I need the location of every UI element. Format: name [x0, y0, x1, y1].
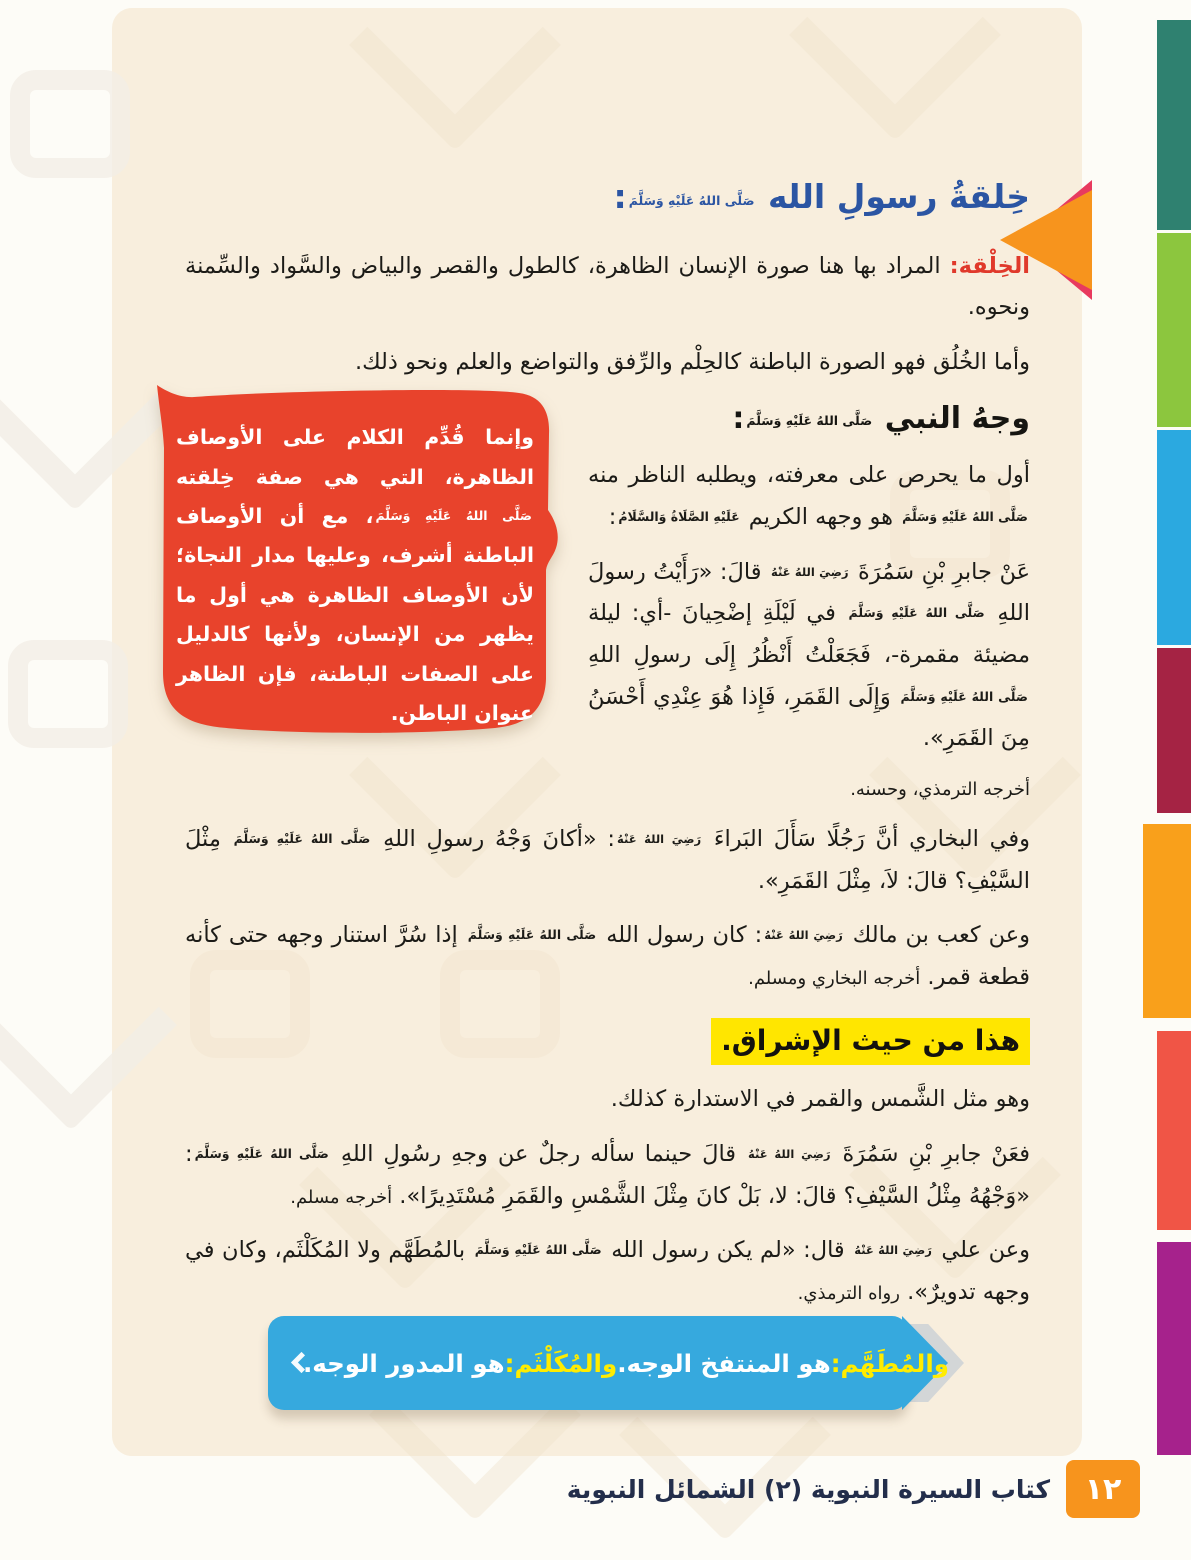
honorific-saw: صَلَّى اللهُ عَلَيْهِ وَسَلَّمَ: [375, 508, 532, 524]
hadith-source-tirmidhi: [185, 773, 1030, 806]
honorific-saw: صَلَّى اللهُ عَلَيْهِ وَسَلَّمَ: [902, 509, 1028, 524]
paragraph-khuluq: [185, 342, 1030, 384]
book-title-text: كتاب السيرة النبوية (٢) الشمائل النبوية: [566, 1474, 1050, 1504]
khilqah-body: المراد بها هنا صورة الإنسان الظاهرة، كالطول والقصر والبياض والسَّواد والسِّمنة ونحوه.: [185, 252, 1030, 321]
page-footer: [567, 1460, 1140, 1518]
jabir1-1: عَنْ جابرِ بْنِ سَمُرَةَ: [850, 558, 1030, 585]
jabir1-2: قالَ: «رَأَيْتُ رسولَ اللهِ: [588, 558, 1030, 627]
bara-2: : «أكانَ وَجْهُ رسولِ اللهِ: [372, 826, 616, 853]
honorific-alayhi-salat: عَلَيْهِ الصَّلَاةُ وَالسَّلَامُ: [618, 509, 740, 524]
hadith-kaab: [185, 915, 1030, 998]
term-mukaltham: والمُكَلْثَم:: [504, 1348, 618, 1378]
jabir2-2: قالَ حينما سأله رجلٌ عن وجهِ رسُولِ اللهِ: [330, 1140, 747, 1167]
watermark-square: [10, 70, 130, 178]
definition-text: [302, 1316, 950, 1410]
jabir1-3: في لَيْلَةِ إضْحِيانَ -أي: ليلة مضيئة مقمرة-، فَجَعَلْتُ أَنْظُرُ إِلَى رسولِ اللهِ: [588, 600, 1030, 668]
ali-2: قال: «لم يكن رسول الله: [603, 1237, 853, 1264]
sidebar-bar-coral: [1157, 1031, 1191, 1230]
ali-1: وعن علي: [933, 1237, 1030, 1264]
honorific-saw: صَلَّى اللهُ عَلَيْهِ وَسَلَّمَ: [628, 193, 755, 208]
face-heading-text: وجهُ النبي: [874, 401, 1030, 437]
page-number: ١٢: [1084, 1471, 1122, 1507]
paragraph-khilqah: [185, 246, 1030, 329]
honorific-saw: صَلَّى اللهُ عَلَيْهِ وَسَلَّمَ: [194, 1145, 329, 1161]
honorific-saw: صَلَّى اللهُ عَلَيْهِ وَسَلَّمَ: [474, 1242, 602, 1258]
kaab-3: إذا سُرَّ استنار وجهه حتى كأنه قطعة قمر.: [185, 922, 1030, 990]
hadith-jabir-sun-moon: [185, 1134, 1030, 1217]
kaab-1: وعن كعب بن مالك: [844, 922, 1030, 949]
sidebar-bar-crimson: [1157, 648, 1191, 813]
ali-3: بالمُطَهَّم ولا المُكَلْثَم، وكان في وجهه تدويرٌ».: [185, 1237, 1030, 1305]
honorific-saw: صَلَّى اللهُ عَلَيْهِ وَسَلَّمَ: [900, 688, 1028, 704]
term-mutahham: والمُطَهَّم:: [830, 1348, 950, 1378]
watermark-square: [8, 640, 128, 748]
face-heading-colon: :: [732, 401, 745, 437]
honorific-radi: رَضِيَ اللهُ عَنْهُ: [770, 564, 849, 579]
def-mukaltham: هو المدور الوجه.: [302, 1348, 505, 1378]
honorific-radi: رَضِيَ اللهُ عَنْهُ: [617, 832, 702, 847]
roundness-text: وهو مثل الشَّمس والقمر في الاستدارة كذلك.: [610, 1086, 1030, 1113]
sidebar-bar-blue: [1157, 430, 1191, 645]
sidebar-bar-magenta: [1157, 1242, 1191, 1455]
khilqah-lead-word: الخِلْقة:: [949, 252, 1030, 279]
sidebar-bar-teal: [1157, 20, 1191, 230]
title-text: خِلقةُ رسولِ الله: [756, 177, 1030, 216]
honorific-saw: صَلَّى اللهُ عَلَيْهِ وَسَلَّمَ: [746, 413, 873, 429]
red-callout-bubble: [150, 382, 562, 740]
source-text: أخرجه الترمذي، وحسنه.: [850, 778, 1030, 800]
main-text-column: [176, 172, 1030, 1326]
face-section: [176, 396, 1030, 998]
callout-text: [176, 418, 534, 733]
hadith-ali: [185, 1230, 1030, 1313]
khuluq-text: وأما الخُلُق فهو الصورة الباطنة كالحِلْم والرِّفق والتواضع والعلم ونحو ذلك.: [354, 348, 1030, 375]
page-title: [185, 172, 1030, 222]
def-mutahham: هو المنتفخ الوجه.: [617, 1348, 831, 1378]
honorific-radi: رَضِيَ اللهُ عَنْهُ: [748, 1146, 831, 1161]
honorific-radi: رَضِيَ اللهُ عَنْهُ: [854, 1243, 932, 1258]
sidebar-bar-orange: [1143, 824, 1191, 1018]
jabir1-4: وَإِلَى القَمَرِ، فَإِذا هُوَ عِنْدِي أَحْسَنُ مِنَ القَمَرِ».: [588, 683, 1030, 752]
honorific-saw: صَلَّى اللهُ عَلَيْهِ وَسَلَّمَ: [848, 605, 985, 621]
highlighted-heading-ishraq: [711, 1018, 1030, 1066]
honorific-radi: رَضِيَ اللهُ عَنْهُ: [764, 928, 843, 943]
book-title: [567, 1475, 1050, 1504]
jabir2-3: : «وَجْهُهُ مِثْلُ السَّيْفِ؟ قالَ: لا، بَلْ كانَ مِثْلَ الشَّمْسِ والقَمَرِ مُسْتَدِيرًا».: [185, 1140, 1030, 1209]
paragraph-roundness: [185, 1079, 1030, 1121]
sidebar-bar-green: [1157, 233, 1191, 427]
face-intro-2: هو وجهه الكريم: [741, 504, 901, 530]
bara-1: وفي البخاري أنَّ رَجُلًا سَأَلَ البَراءَ: [703, 826, 1030, 853]
definition-ribbon: [268, 1316, 964, 1410]
kaab-2: : كان رسول الله: [598, 922, 763, 949]
face-intro-1: أول ما يحرص على معرفته، ويطلبه الناظر منه: [588, 462, 1030, 489]
jabir2-1: فعَنْ جابرِ بْنِ سَمُرَةَ: [832, 1140, 1030, 1167]
honorific-saw: صَلَّى اللهُ عَلَيْهِ وَسَلَّمَ: [467, 927, 597, 943]
honorific-saw: صَلَّى اللهُ عَلَيْهِ وَسَلَّمَ: [233, 831, 371, 847]
page-number-badge: [1066, 1460, 1140, 1518]
title-colon: :: [613, 177, 627, 216]
callout-text-1: وإنما قُدِّم الكلام على الأوصاف الظاهرة، التي هي صفة خِلقته: [176, 425, 534, 489]
hadith-source-muslim: أخرجه مسلم.: [290, 1186, 393, 1208]
hadith-source-tirmidhi2: رواه الترمذي.: [797, 1282, 900, 1304]
bara-3: مِثْلَ السَّيْفِ؟ قالَ: لاَ، مِثْلَ القَمَرِ».: [185, 826, 1030, 894]
face-intro-3: :: [608, 504, 617, 530]
hadith-bara: [185, 819, 1030, 902]
callout-text-2: ، مع أن الأوصاف الباطنة أشرف، وعليها مدار النجاة؛ لأن الأوصاف الظاهرة هي أول ما يظهر من الإنسان، ولأنها كالدليل على الصفات الباطنة، فإن الظاهر عنوان الباطن.: [176, 504, 534, 725]
ishraq-text: هذا من حيث الإشراق.: [721, 1023, 1020, 1057]
hadith-source-bukhari-muslim: أخرجه البخاري ومسلم.: [748, 967, 921, 989]
